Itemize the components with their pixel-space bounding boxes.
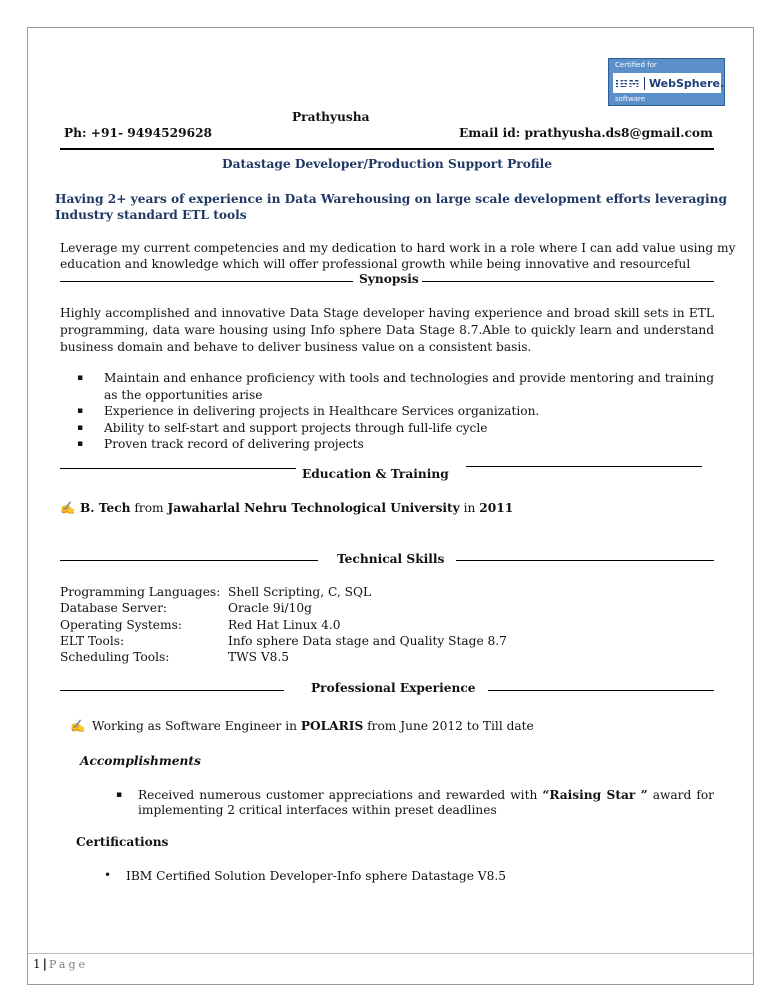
skill-label: Database Server: [60, 601, 168, 616]
ibm-logo: IBM [613, 77, 645, 90]
objective-line-1: Leverage my current competencies and my dedication to hard work in a role where I can add value using my [60, 241, 736, 255]
accomplishment-text: Received numerous customer appreciations and rewarded with [138, 788, 538, 802]
writing-hand-icon: ✍ [60, 501, 76, 515]
skills-table [60, 584, 507, 665]
bullet-square-icon: ▪ [77, 439, 84, 449]
job-period: from June 2012 to Till date [367, 719, 534, 733]
job-entry [70, 719, 534, 733]
synopsis-line-3: business domain and behave to deliver business value on a consistent basis. [60, 340, 532, 354]
phone-number: Ph: +91- 9494529628 [64, 126, 213, 140]
education-rule-right [466, 466, 702, 467]
table-row [60, 617, 507, 633]
bullet-square-icon: ▪ [77, 406, 84, 416]
table-row [60, 649, 507, 665]
skill-value: Info sphere Data stage and Quality Stage 8.7 [228, 633, 507, 648]
accomplishment-line-1 [138, 787, 714, 804]
experience-rule-left [60, 690, 284, 691]
synopsis-paragraph [60, 305, 714, 356]
synopsis-rule-left [60, 281, 353, 282]
bullet-text: Maintain and enhance proficiency with tools and technologies and provide mentoring and training as the opportunities arise [104, 371, 714, 402]
bullet-square-icon: ▪ [77, 422, 84, 433]
badge-logo [613, 73, 725, 93]
objective-line-2: education and knowledge which will offer professional growth while being innovative and resourceful [60, 257, 691, 271]
experience-heading: Professional Experience [311, 681, 476, 695]
footer-rule [28, 953, 753, 954]
skill-label: Programming Languages: [60, 585, 221, 599]
bullet-text: Ability to self-start and support projects through full-life cycle [104, 420, 488, 435]
page-footer [33, 957, 88, 971]
summary-line-2: Industry standard ETL tools [55, 208, 247, 222]
page-label: Page [49, 958, 89, 971]
skill-value: Shell Scripting, C, SQL [228, 585, 372, 599]
websphere-logo: WebSphere. [648, 76, 725, 90]
graduation-year: 2011 [479, 501, 514, 515]
header-divider [60, 148, 714, 150]
badge-software-text: software [615, 95, 646, 103]
table-row [60, 584, 507, 600]
candidate-name: Prathyusha [292, 110, 370, 124]
experience-rule-right [488, 690, 714, 691]
certifications-heading: Certifications [76, 835, 169, 849]
accomplishment-text-end: award for [652, 788, 714, 802]
footer-separator: | [42, 957, 48, 971]
list-item [60, 420, 714, 437]
education-rule-left [60, 468, 296, 469]
degree: B. Tech [80, 501, 131, 515]
award-name: “Raising Star ” [542, 788, 648, 802]
skills-rule-left [60, 560, 318, 561]
skill-label: Operating Systems: [60, 617, 182, 632]
skill-value: Oracle 9i/10g [228, 601, 312, 616]
synopsis-rule-right [422, 281, 714, 282]
badge-certified-text: Certified for [615, 61, 657, 69]
skill-value: Red Hat Linux 4.0 [228, 617, 341, 632]
job-role: Working as Software Engineer in [92, 719, 297, 733]
skills-heading: Technical Skills [337, 552, 445, 566]
in-text: in [463, 501, 476, 515]
list-item [60, 436, 714, 453]
list-item [60, 370, 714, 403]
table-row [60, 633, 507, 649]
synopsis-line-2: programming, data ware housing using Info sphere Data Stage 8.7.Able to quickly learn and understand [60, 323, 714, 337]
synopsis-heading: Synopsis [359, 272, 419, 286]
company-name: POLARIS [300, 719, 364, 733]
bullet-dot-icon: • [104, 868, 112, 882]
bullet-text: Proven track record of delivering projects [104, 437, 364, 451]
accomplishment-line-2: implementing 2 critical interfaces within preset deadlines [138, 803, 497, 817]
accomplishments-heading: Accomplishments [80, 754, 201, 768]
list-item [60, 403, 714, 420]
synopsis-bullet-list [60, 370, 714, 453]
education-entry [60, 501, 513, 515]
bullet-square-icon: ▪ [77, 373, 84, 383]
writing-hand-icon: ✍ [70, 719, 86, 733]
ibm-websphere-badge [608, 58, 725, 106]
skill-label: Scheduling Tools: [60, 650, 170, 665]
skill-value: TWS V8.5 [228, 650, 290, 665]
certification-text: IBM Certified Solution Developer-Info sphere Datastage V8.5 [126, 869, 506, 883]
bullet-text: Experience in delivering projects in Healthcare Services organization. [104, 404, 540, 418]
synopsis-line-1: Highly accomplished and innovative Data Stage developer having experience and broad skill sets in ETL [60, 306, 714, 320]
skill-label: ELT Tools: [60, 633, 125, 648]
bullet-square-icon: ▪ [116, 790, 123, 800]
page-number: 1 [33, 957, 41, 971]
profile-title: Datastage Developer/Production Support Profile [222, 157, 553, 171]
table-row [60, 600, 507, 616]
from-text: from [134, 501, 164, 515]
skills-rule-right [456, 560, 714, 561]
education-heading: Education & Training [302, 467, 449, 481]
email-address: Email id: prathyusha.ds8@gmail.com [459, 126, 713, 140]
summary-line-1: Having 2+ years of experience in Data Warehousing on large scale development efforts leveraging [55, 192, 727, 206]
university: Jawaharlal Nehru Technological University [167, 501, 460, 515]
